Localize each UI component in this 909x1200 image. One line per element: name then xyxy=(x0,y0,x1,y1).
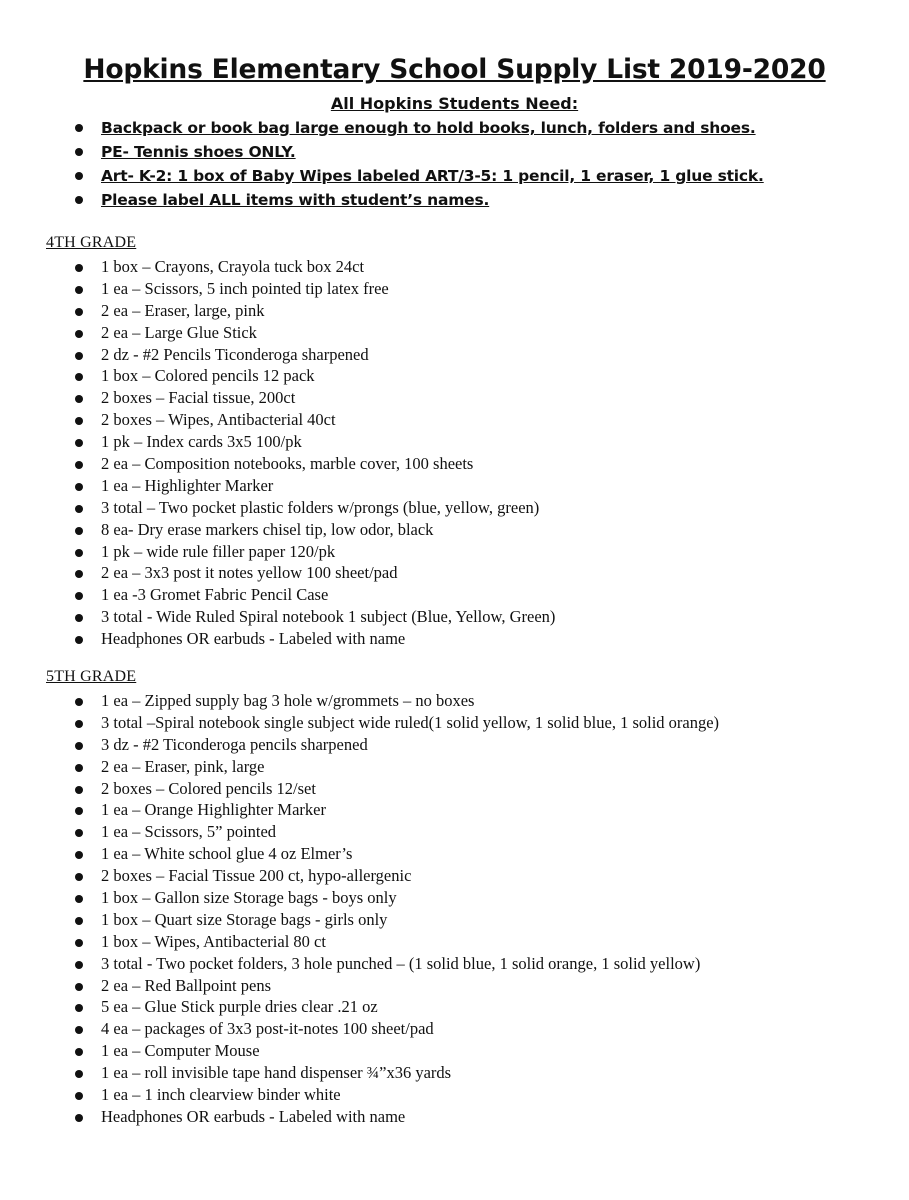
requirement-item: PE- Tennis shoes ONLY. xyxy=(72,140,764,164)
grade4-item: 2 ea – Composition notebooks, marble cover, 100 sheets xyxy=(72,453,555,475)
grade5-item: 4 ea – packages of 3x3 post-it-notes 100 sheet/pad xyxy=(72,1018,719,1040)
grade4-item: 2 boxes – Facial tissue, 200ct xyxy=(72,387,555,409)
grade5-item: 2 boxes – Colored pencils 12/set xyxy=(72,778,719,800)
grade5-item: 2 ea – Red Ballpoint pens xyxy=(72,975,719,997)
grade4-item: 1 box – Colored pencils 12 pack xyxy=(72,365,555,387)
grade4-item: 2 ea – Eraser, large, pink xyxy=(72,300,555,322)
grade4-item: 3 total – Two pocket plastic folders w/prongs (blue, yellow, green) xyxy=(72,497,555,519)
grade4-item: 3 total - Wide Ruled Spiral notebook 1 subject (Blue, Yellow, Green) xyxy=(72,606,555,628)
grade5-item: 1 ea – Orange Highlighter Marker xyxy=(72,799,719,821)
requirement-item: Backpack or book bag large enough to hold books, lunch, folders and shoes. xyxy=(72,116,764,140)
grade5-item: 1 ea – roll invisible tape hand dispenser ¾”x36 yards xyxy=(72,1062,719,1084)
page-title: Hopkins Elementary School Supply List 2019-2020 xyxy=(83,54,826,85)
grade5-item: 1 box – Wipes, Antibacterial 80 ct xyxy=(72,931,719,953)
grade5-item: 3 total –Spiral notebook single subject wide ruled(1 solid yellow, 1 solid blue, 1 solid orange) xyxy=(72,712,719,734)
grade5-item: 1 ea – Computer Mouse xyxy=(72,1040,719,1062)
page-subtitle: All Hopkins Students Need: xyxy=(330,94,579,113)
grade5-item: 2 ea – Eraser, pink, large xyxy=(72,756,719,778)
grade4-item: 1 pk – Index cards 3x5 100/pk xyxy=(72,431,555,453)
grade5-heading: 5TH GRADE xyxy=(46,668,137,685)
grade4-item: 1 ea -3 Gromet Fabric Pencil Case xyxy=(72,584,555,606)
grade5-item: 1 ea – White school glue 4 oz Elmer’s xyxy=(72,843,719,865)
requirement-item: Art- K-2: 1 box of Baby Wipes labeled ART/3-5: 1 pencil, 1 eraser, 1 glue stick. xyxy=(72,164,764,188)
requirements-list xyxy=(72,116,764,212)
grade4-list xyxy=(72,256,555,650)
grade4-item: 1 box – Crayons, Crayola tuck box 24ct xyxy=(72,256,555,278)
grade5-list xyxy=(72,690,719,1128)
grade4-item: 1 ea – Highlighter Marker xyxy=(72,475,555,497)
grade5-item: 1 ea – Scissors, 5” pointed xyxy=(72,821,719,843)
grade4-item: 1 pk – wide rule filler paper 120/pk xyxy=(72,541,555,563)
grade4-item: 8 ea- Dry erase markers chisel tip, low odor, black xyxy=(72,519,555,541)
grade5-item: 1 ea – 1 inch clearview binder white xyxy=(72,1084,719,1106)
grade5-item: 2 boxes – Facial Tissue 200 ct, hypo-allergenic xyxy=(72,865,719,887)
grade5-item: 3 total - Two pocket folders, 3 hole punched – (1 solid blue, 1 solid orange, 1 solid yellow) xyxy=(72,953,719,975)
grade4-item: 2 boxes – Wipes, Antibacterial 40ct xyxy=(72,409,555,431)
grade4-item: 1 ea – Scissors, 5 inch pointed tip latex free xyxy=(72,278,555,300)
grade5-item: 3 dz - #2 Ticonderoga pencils sharpened xyxy=(72,734,719,756)
grade4-heading: 4TH GRADE xyxy=(46,234,137,251)
grade5-item: 1 ea – Zipped supply bag 3 hole w/grommets – no boxes xyxy=(72,690,719,712)
grade5-item: Headphones OR earbuds - Labeled with name xyxy=(72,1106,719,1128)
requirement-item: Please label ALL items with student’s names. xyxy=(72,188,764,212)
grade4-item: Headphones OR earbuds - Labeled with name xyxy=(72,628,555,650)
grade5-item: 5 ea – Glue Stick purple dries clear .21 oz xyxy=(72,996,719,1018)
grade4-item: 2 dz - #2 Pencils Ticonderoga sharpened xyxy=(72,344,555,366)
grade4-item: 2 ea – Large Glue Stick xyxy=(72,322,555,344)
grade4-item: 2 ea – 3x3 post it notes yellow 100 sheet/pad xyxy=(72,562,555,584)
grade5-item: 1 box – Quart size Storage bags - girls only xyxy=(72,909,719,931)
grade5-item: 1 box – Gallon size Storage bags - boys only xyxy=(72,887,719,909)
